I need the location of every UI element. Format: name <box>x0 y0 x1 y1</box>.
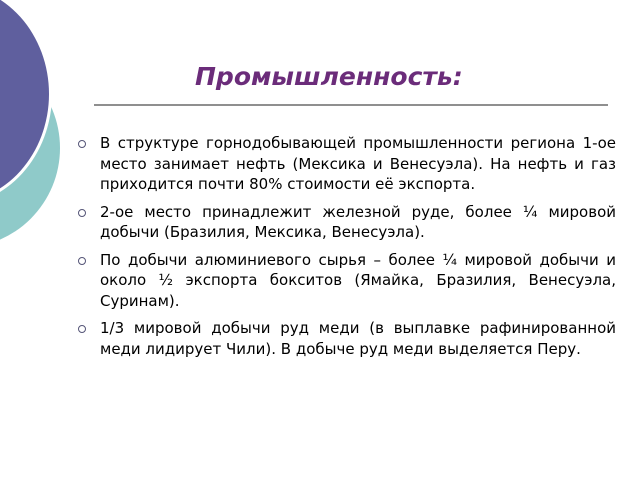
bullet-item <box>78 318 616 359</box>
bullet-item <box>78 250 616 312</box>
bullet-item <box>78 133 616 195</box>
bullet-text: По добычи алюминиевого сырья – более ¼ мировой добычи и около ½ экспорта бокситов (Ямайка, Бразилия, Венесуэла, Суринам). <box>100 250 616 310</box>
bullet-circle-icon <box>78 257 86 265</box>
bullet-text: 1/3 мировой добычи руд меди (в выплавке рафинированной меди лидирует Чили). В добыче руд меди выделяется Перу. <box>100 319 616 358</box>
bullet-list <box>78 133 616 366</box>
title-divider <box>94 104 608 106</box>
bullet-circle-icon <box>78 209 86 217</box>
bullet-circle-icon <box>78 325 86 333</box>
bullet-item <box>78 202 616 243</box>
bullet-text: В структуре горнодобывающей промышленности региона 1-ое место занимает нефть (Мексика и Венесуэла). На нефть и газ приходится почти 80% стоимости её экспорта. <box>100 134 616 193</box>
bullet-circle-icon <box>78 140 86 148</box>
slide-title: Промышленность: <box>195 62 463 91</box>
bullet-text: 2-ое место принадлежит железной руде, более ¼ мировой добычи (Бразилия, Мексика, Венесуэла). <box>100 202 616 241</box>
